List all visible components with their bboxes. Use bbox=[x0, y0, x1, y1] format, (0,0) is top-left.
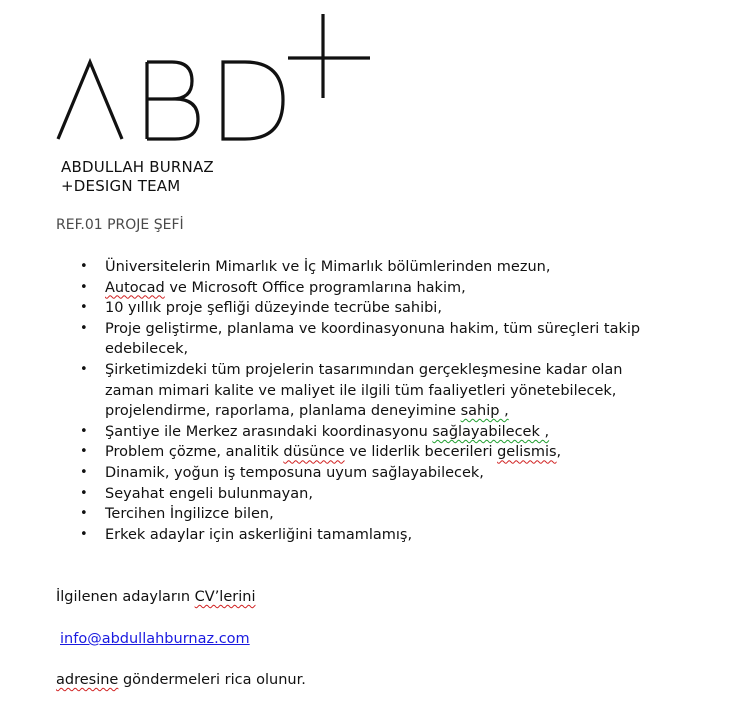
bullet-icon: • bbox=[80, 526, 88, 542]
requirement-text: Problem çözme, analitik bbox=[105, 444, 284, 461]
requirements-list bbox=[56, 257, 666, 545]
requirement-text: ve Microsoft Office programlarına hakim, bbox=[164, 279, 466, 296]
bullet-icon: • bbox=[80, 259, 88, 274]
requirement-text: Autocad bbox=[105, 279, 165, 296]
requirement-text: sahip , bbox=[460, 403, 509, 420]
bullet-icon: • bbox=[80, 423, 88, 439]
requirement-text: Tercihen İngilizce bilen, bbox=[105, 506, 274, 523]
footer-line-1 bbox=[56, 589, 255, 605]
email-link[interactable]: info@abdullahburnaz.com bbox=[60, 631, 250, 647]
requirement-text: Üniversitelerin Mimarlık ve İç Mimarlık bölümlerinden mezun, bbox=[105, 259, 551, 275]
requirement-text: 10 yıllık proje şefliği düzeyinde tecrübe sahibi, bbox=[105, 300, 442, 317]
requirement-text: Dinamik, yoğun iş temposuna uyum sağlayabilecek, bbox=[105, 464, 484, 481]
abd-plus-wordmark bbox=[55, 12, 385, 152]
footer-line-3 bbox=[56, 672, 306, 688]
bullet-icon: • bbox=[80, 444, 88, 460]
bullet-icon: • bbox=[80, 464, 88, 480]
requirement-text: düsünce bbox=[283, 444, 345, 461]
logo-line-1: ABDULLAH BURNAZ bbox=[61, 158, 214, 176]
requirement-item bbox=[56, 463, 666, 484]
requirement-item bbox=[56, 257, 666, 278]
requirement-text: Şirketimizdeki tüm projelerin tasarımından gerçekleşmesine kadar olan zaman mimari kalite ve maliyet ile ilgili tüm faaliyetleri yönetebilecek, projelendirme, raporlama, planlama deneyimine bbox=[105, 361, 623, 420]
requirement-item bbox=[56, 442, 666, 463]
bullet-icon: • bbox=[80, 279, 88, 295]
footer-line-1-prefix: İlgilenen adayların bbox=[56, 589, 195, 605]
requirement-text: gelismis bbox=[497, 444, 557, 461]
bullet-icon: • bbox=[80, 300, 88, 316]
requirement-item bbox=[56, 319, 666, 360]
requirement-item bbox=[56, 278, 666, 299]
requirement-item bbox=[56, 422, 666, 443]
logo-line-2: +DESIGN TEAM bbox=[61, 177, 181, 195]
requirement-text: Seyahat engeli bulunmayan, bbox=[105, 485, 313, 502]
footer-line-3-rest: göndermeleri rica olunur. bbox=[118, 672, 306, 688]
footer-line-3-adresine: adresine bbox=[56, 672, 119, 688]
footer-email-line bbox=[60, 631, 250, 647]
requirement-item bbox=[56, 504, 666, 525]
footer-line-1-cv: CV’lerini bbox=[194, 589, 256, 605]
company-logo bbox=[55, 12, 385, 202]
requirement-text: ve liderlik becerileri bbox=[344, 444, 498, 461]
bullet-icon: • bbox=[80, 506, 88, 522]
requirement-item bbox=[56, 525, 666, 546]
requirement-text: sağlayabilecek , bbox=[432, 423, 550, 440]
requirement-text: , bbox=[556, 444, 562, 461]
requirement-item bbox=[56, 484, 666, 505]
requirement-text: Erkek adaylar için askerliğini tamamlamış, bbox=[105, 526, 413, 543]
logo-subtitle bbox=[61, 158, 214, 196]
requirement-item bbox=[56, 360, 666, 422]
job-reference-title: REF.01 PROJE ŞEFİ bbox=[56, 217, 184, 233]
requirement-item bbox=[56, 298, 666, 319]
bullet-icon: • bbox=[80, 320, 88, 336]
requirement-text: Proje geliştirme, planlama ve koordinasyonuna hakim, tüm süreçleri takip edebilecek, bbox=[105, 320, 641, 358]
bullet-icon: • bbox=[80, 361, 88, 377]
bullet-icon: • bbox=[80, 485, 88, 501]
requirement-text: Şantiye ile Merkez arasındaki koordinasyonu bbox=[105, 423, 433, 440]
